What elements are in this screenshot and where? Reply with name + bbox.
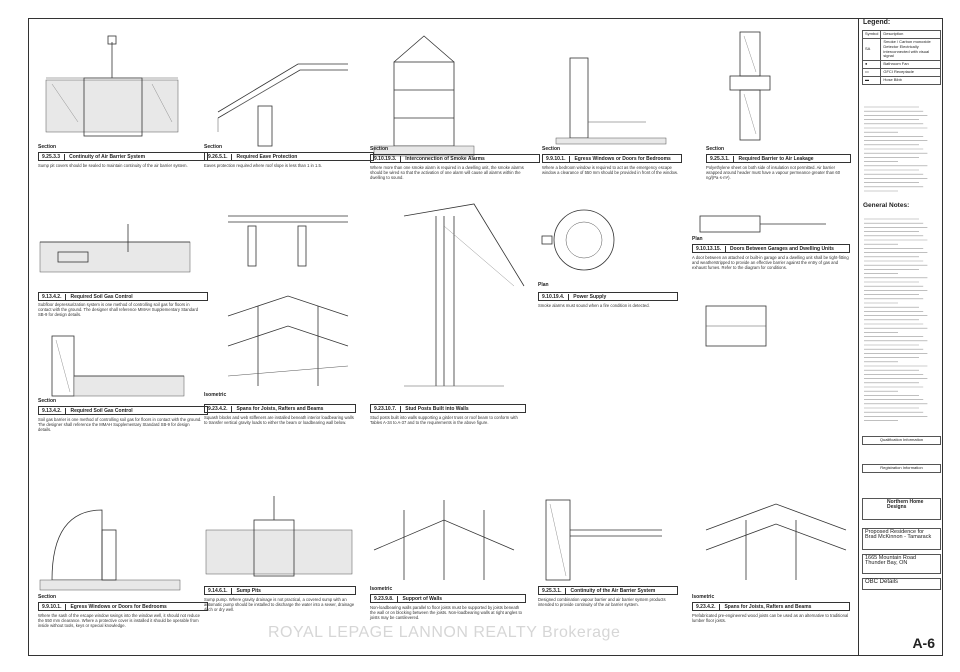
detail-description: Subfloor depressurization system is one method of controlling soil gas for floors in contact with the ground. The designer shall reference MMAH Supplementary Standard SB-9 for design details. [38,302,199,317]
ref-title: Support of Walls [402,595,443,602]
section-label: Plan [692,236,703,242]
ref-box [204,152,374,161]
ref-number: 9.13.4.2. [42,408,66,414]
project-address-line-1: 1665 Mountain Road [865,555,917,561]
ref-number: 9.26.5.1. [208,154,232,160]
ref-box [204,404,356,413]
legend-header-description: Description [881,31,941,39]
ref-title: Required Barrier to Air Leakage [738,155,814,162]
legend-symbol: ● [863,61,881,69]
legend-description: Hose Bibb [881,77,941,85]
detail-description: Non-loadbearing walls parallel to floor joists must be supported by joists beneath the wall or on blocking between the joists. Non-loadbearing walls at right angles to joists may be cantilevered. [370,605,523,620]
ref-title: Doors Between Garages and Dwelling Units [730,245,834,252]
ref-title: Required Eave Protection [236,153,298,160]
detail-barrier-air-leakage [700,22,855,182]
legend-symbol: ▬ [863,77,881,85]
detail-soil-gas-barrier [32,326,202,444]
ref-title: Spans for Joists, Rafters and Beams [724,603,812,610]
detail-rim-joists [686,490,854,634]
ref-title: Power Supply [573,293,607,300]
detail-description: Sump pit covers should be sealed to maintain continuity of the air barrier system. [38,163,188,168]
section-label: Section [38,144,57,150]
ref-title: Required Soil Gas Control [70,407,133,414]
detail-description: Designed combination vapour barrier and air barrier system products intended to provide continuity of the air barrier system. [538,597,666,607]
ref-number: 9.25.3.3 [42,154,65,160]
ref-box [38,292,208,301]
detail-description: Soil gas barrier is one method of controlling soil gas for floors in contact with the ground. The designer shall reference the MMAH Supplementary Standard SB-9 for design details. [38,417,202,432]
ref-number: 9.25.3.1. [542,588,566,594]
ref-box [38,602,208,611]
ref-box [204,586,356,595]
legend-description: GFCI Receptacle [881,69,941,77]
ref-title: Spans for Joists, Rafters and Beams [236,405,324,412]
section-label: Section [542,146,561,152]
ref-box [538,586,678,595]
project-title-line-1: Proposed Residence for [865,529,925,535]
section-label: Isometric [692,594,715,600]
detail-support-of-walls [364,490,530,634]
registration-title: Registration Information [862,464,941,473]
detail-description: Squash blocks and web stiffeners are installed beneath interior loadbearing walls to transfer vertical gravity loads to either the beam or loadbearing wall below. [204,415,354,425]
title-block-column [858,18,943,656]
detail-description: A door between an attached or built-in garage and a dwelling unit shall be tight-fitting and weatherstripped to provide an effective barrier against the entry of gas and exhaust fumes. Refer to the diagram for conditions. [692,255,849,270]
ref-number: 9.10.13.15. [696,246,726,252]
legend-table [862,30,941,85]
ref-box [542,154,682,163]
ref-number: 9.10.19.3. [374,156,401,162]
project-address-line-2: Thunder Bay, ON [865,559,908,566]
legend-header-symbol: Symbol [863,31,881,39]
legend-symbol: SA [863,39,881,61]
ref-title: Sump Pits [236,587,261,594]
project-title [862,528,941,550]
ref-title: Egress Windows or Doors for Bedrooms [574,155,671,162]
notes-lines [863,104,940,194]
smoke-alarm-plan-drawing [532,196,682,446]
ref-number: 9.23.4.2. [208,406,232,412]
detail-sump-pits [198,490,360,634]
ref-box [370,404,526,413]
detail-description: Prefabricated pre-engineered wood joists can be used as an alternative to traditional lumber floor joists. [692,613,849,623]
section-label: Isometric [204,392,227,398]
sheet-number: A-6 [912,635,935,651]
ref-number: 9.23.9.8. [374,596,398,602]
ref-number: 9.23.10.7. [374,406,401,412]
ref-box [370,594,526,603]
watermark: ROYAL LEPAGE LANNON REALTY Brokerage [268,624,621,641]
ref-title: Required Soil Gas Control [70,293,133,300]
ref-title: Stud Posts Built into Walls [405,405,469,412]
ref-number: 9.14.6.1. [208,588,232,594]
detail-air-barrier-continuity [532,490,682,634]
ref-box [38,406,208,415]
detail-power-supply-smoke-alarms [532,196,682,446]
section-label: Section [706,146,725,152]
ref-number: 9.25.3.1. [710,156,734,162]
ref-title: Egress Windows or Doors for Bedrooms [70,603,167,610]
detail-description: Where more than one smoke alarm is required in a dwelling unit, the smoke alarms should be wired so that the activation of one alarm will cause all alarms within the dwelling to sound. [370,165,524,180]
detail-description: Where a bedroom window is required to act as the emergency escape window a clearance of 550 mm should be provided in front of the window. [542,165,678,175]
section-label: Isometric [370,586,393,592]
section-label: Section [204,144,223,150]
detail-description: Smoke alarms must sound when a fire condition is detected. [538,303,650,308]
detail-eave-protection [198,22,358,170]
detail-sump-pit-cover [32,22,192,170]
ref-box [692,244,850,253]
detail-description: Stud posts built into walls supporting a girder truss or roof beam to conform with Tables A-34 to A-37 and to the requirements in the above figure. [370,415,518,425]
air-barrier-continuity-drawing [532,490,682,634]
sump-pit-drawing [198,490,360,634]
general-notes-title: General Notes: [863,202,910,209]
qualification-title: Qualification Information [862,436,941,445]
general-notes-lines [863,216,940,426]
ref-number: 9.9.10.1. [42,604,66,610]
ref-box [370,154,540,163]
sheet-title: OBC Details [862,578,941,590]
detail-interconnection-smoke-alarms [364,22,534,182]
ref-number: 9.9.10.1. [546,156,570,162]
detail-soil-gas-depressurization [32,222,199,317]
section-label: Section [370,146,389,152]
ref-number: 9.23.4.2. [696,604,720,610]
detail-description: Polyethylene sheet on both side of insulation not permitted. Air barrier wrapped around header must have a vapour permeance greater than 60 ng/(Pa·s·m²). [706,165,841,180]
detail-egress-window-bedroom [536,22,686,175]
section-label: Plan [538,282,549,288]
general-notes-text-block [863,216,940,426]
legend-description: Smoke / Carbon monoxide Detector Electrically interconnected with visual signal [881,39,941,61]
detail-description: Sump pump. Where gravity drainage is not practical, a covered sump with an automatic pump should be installed to discharge the water into a sewer, drainage ditch or dry well. [204,597,355,612]
ref-number: 9.13.4.2. [42,294,66,300]
detail-doors-garage-dwelling [686,196,854,446]
detail-squash-blocks [198,196,360,446]
legend-title: Legend: [863,19,891,26]
garage-door-plan-drawing [686,196,854,446]
detail-stud-posts [364,196,530,446]
ref-box [538,292,678,301]
ref-box [38,152,208,161]
ref-box [692,602,850,611]
firm-name: Northern Home Designs [862,498,941,520]
legend-description: Bathroom Fan [881,61,941,69]
section-label: Section [38,594,57,600]
ref-title: Interconnection of Smoke Alarms [405,155,485,162]
detail-description: Where the sash of the escape window swings into the window well, it should not reduce the 550 mm clearance. Where a protective cover is installed it should be operable from inside without tools, keys or special knowledge. [38,613,201,628]
ref-number: 9.10.19.4. [542,294,569,300]
ref-title: Continuity of the Air Barrier System [570,587,656,594]
legend-notes-text-block [863,104,940,194]
ref-box [706,154,851,163]
project-title-line-2: Brad McKinnon - Tamarack [865,533,932,540]
legend-symbol: ▭ [863,69,881,77]
project-address [862,554,941,574]
ref-title: Continuity of Air Barrier System [69,153,146,160]
detail-egress-window-well [32,490,201,634]
section-label: Section [38,398,57,404]
detail-description: Eaves protection required where roof slope is less than 1 in 1.5. [204,163,323,168]
